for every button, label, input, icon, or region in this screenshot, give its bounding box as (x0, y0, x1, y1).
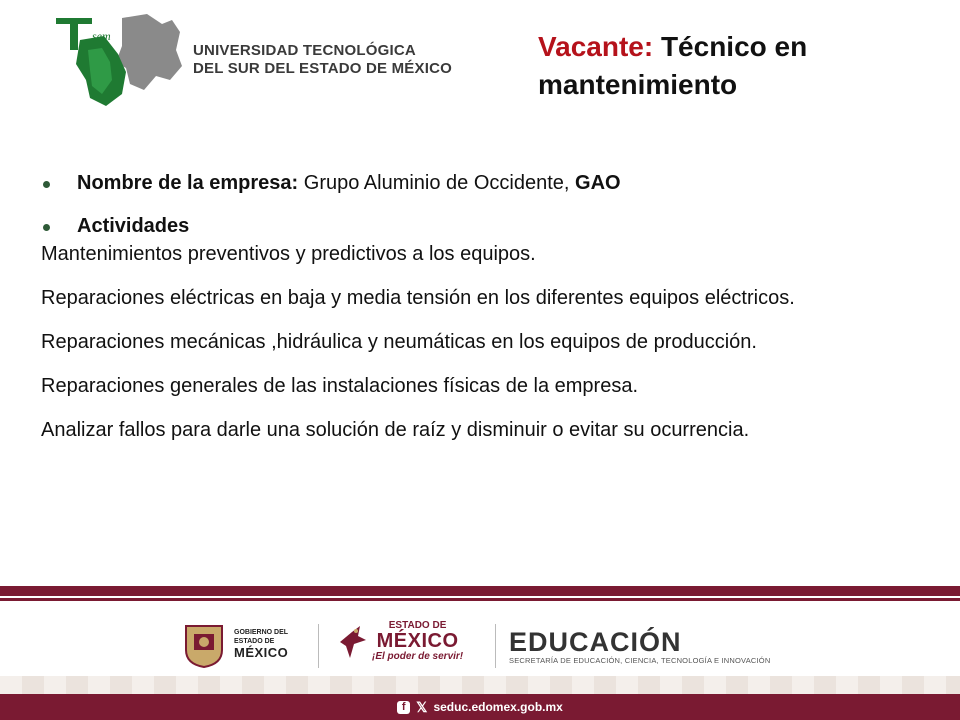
footer-separator (318, 624, 319, 668)
title-rest: Técnico en mantenimiento (538, 31, 808, 100)
title-accent: Vacante: (538, 31, 654, 62)
company-row (41, 168, 931, 198)
utsem-logo (52, 10, 202, 110)
hummingbird-icon (338, 622, 368, 662)
activity-item: Reparaciones mecánicas ,hidráulica y neumáticas en los equipos de producción. (41, 331, 757, 353)
bullet-icon (43, 224, 50, 231)
activity-item: Reparaciones generales de las instalaciones físicas de la empresa. (41, 375, 639, 397)
activity-item: Reparaciones eléctricas en baja y media tensión en los diferentes equipos eléctricos. (41, 287, 795, 309)
university-name-line1: UNIVERSIDAD TECNOLÓGICA (193, 42, 416, 59)
gobierno-text (234, 628, 288, 660)
educacion-subtitle: SECRETARÍA DE EDUCACIÓN, CIENCIA, TECNOLOGÍA E INNOVACIÓN (509, 656, 771, 665)
activity-item: Mantenimientos preventivos y predictivos a los equipos. (41, 243, 536, 265)
footer-separator (495, 624, 496, 668)
social-links (397, 700, 563, 714)
educacion-logo-block (509, 628, 770, 665)
facebook-icon[interactable]: f (397, 701, 410, 714)
bullet-icon (43, 181, 50, 188)
website-link[interactable]: seduc.edomex.gob.mx (433, 700, 563, 714)
vacancy-content (41, 168, 931, 459)
educacion-title: EDUCACIÓN (509, 627, 682, 657)
svg-text:sem: sem (92, 29, 111, 43)
activities-row (41, 211, 931, 241)
edomex-slogan: ¡El poder de servir! (372, 651, 464, 662)
footer-thin-line (0, 598, 960, 601)
gob-line3: MÉXICO (234, 645, 289, 660)
edomex-text (372, 620, 463, 663)
company-label: Nombre de la empresa: (77, 172, 299, 194)
gob-line1: GOBIERNO DEL (234, 629, 289, 636)
edomex-logo-block (338, 620, 463, 663)
edomex-line1: ESTADO DE (388, 620, 447, 631)
page-title (538, 28, 938, 104)
edomex-line2: MÉXICO (376, 630, 459, 652)
activities-label: Actividades (77, 215, 190, 237)
x-icon[interactable]: 𝕏 (416, 699, 428, 715)
company-abbr: GAO (575, 172, 621, 194)
footer-pattern (0, 676, 960, 694)
activity-item: Analizar fallos para darle una solución de raíz y disminuir o evitar su ocurrencia. (41, 419, 750, 441)
university-name-line2: DEL SUR DEL ESTADO DE MÉXICO (193, 60, 452, 77)
company-name: Grupo Aluminio de Occidente, (298, 172, 576, 194)
university-name (193, 42, 452, 78)
footer-bottom-bar (0, 694, 960, 720)
footer-top-band (0, 586, 960, 596)
gobierno-logo-block (182, 620, 288, 668)
gob-line2: ESTADO DE (234, 638, 275, 645)
coat-of-arms-icon (182, 620, 226, 668)
